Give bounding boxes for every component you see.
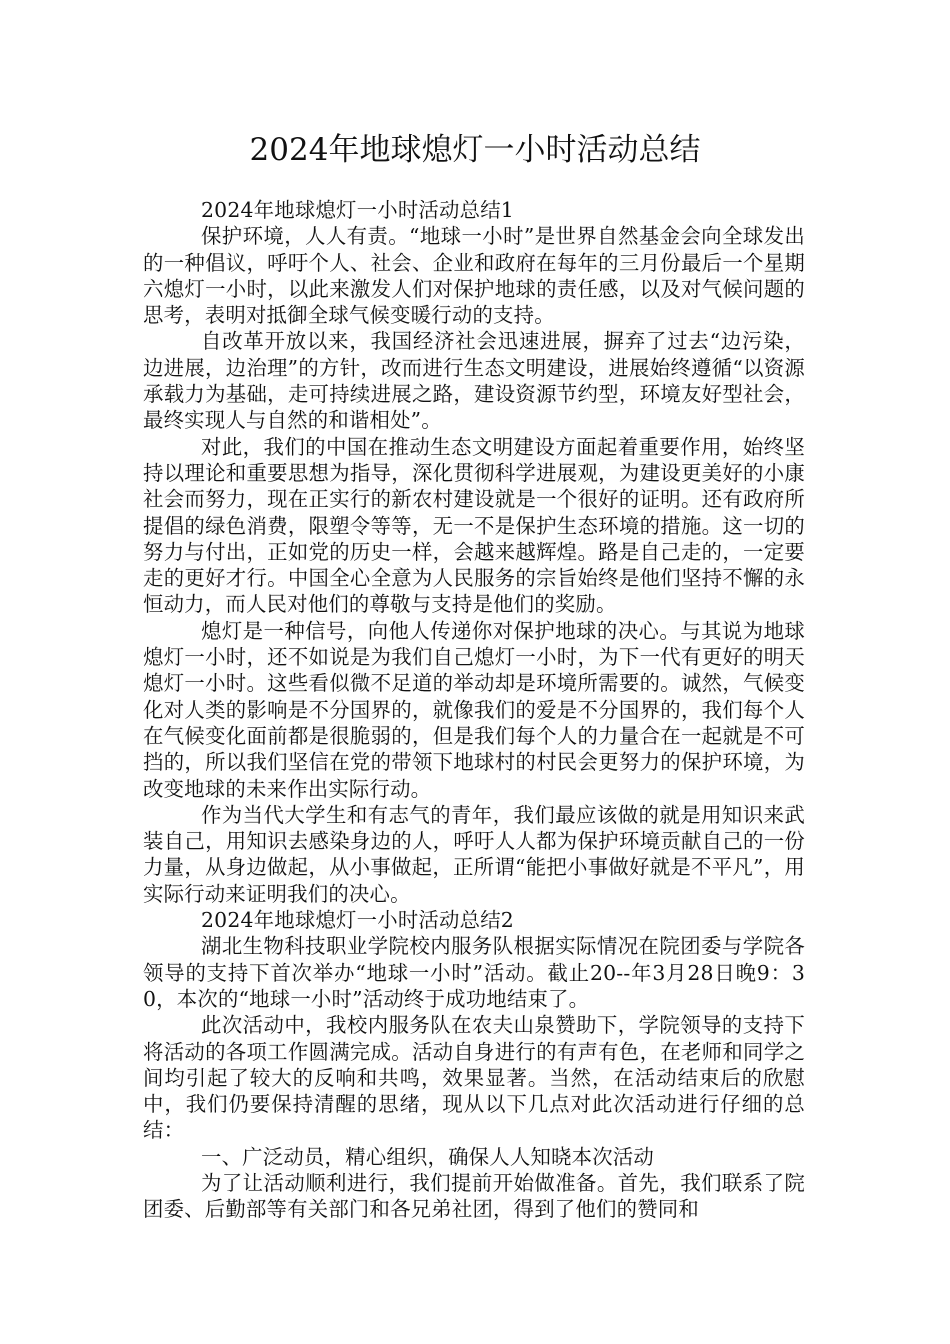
paragraph: 自改革开放以来，我国经济社会迅速进展，摒弃了过去“边污染，边进展，边治理”的方针，改而进行生态文明建设，进展始终遵循“以资源承载力为基础，走可持续进展之路，建设资源节约型，环境友好型社会，最终实现人与自然的和谐相处”。: [143, 329, 805, 433]
document-body: [143, 197, 805, 1223]
subsection-heading: 一、广泛动员，精心组织，确保人人知晓本次活动: [201, 1144, 654, 1169]
paragraph: 作为当代大学生和有志气的青年，我们最应该做的就是用知识来武装自己，用知识去感染身边的人，呼吁人人都为保护环境贡献自己的一份力量，从身边做起，从小事做起，正所谓“能把小事做好就是不平凡”，用实际行动来证明我们的决心。: [143, 802, 805, 906]
paragraph: 此次活动中，我校内服务队在农夫山泉赞助下，学院领导的支持下将活动的各项工作圆满完成。活动自身进行的有声有色，在老师和同学之间均引起了较大的反响和共鸣，效果显著。当然，在活动结束后的欣慰中，我们仍要保持清醒的思绪，现从以下几点对此次活动进行仔细的总结：: [143, 1013, 805, 1143]
paragraph: 熄灯是一种信号，向他人传递你对保护地球的决心。与其说为地球熄灯一小时，还不如说是为我们自己熄灯一小时，为下一代有更好的明天熄灯一小时。这些看似微不足道的举动却是环境所需要的。诚然，气候变化对人类的影响是不分国界的，就像我们的爱是不分国界的，我们每个人在气候变化面前都是很脆弱的，但是我们每个人的力量合在一起就是不可挡的，所以我们坚信在党的带领下地球村的村民会更努力的保护环境，为改变地球的未来作出实际行动。: [143, 618, 805, 801]
paragraph: 为了让活动顺利进行，我们提前开始做准备。首先，我们联系了院团委、后勤部等有关部门和各兄弟社团，得到了他们的赞同和: [143, 1170, 805, 1222]
paragraph: 湖北生物科技职业学院校内服务队根据实际情况在院团委与学院各领导的支持下首次举办“地球一小时”活动。截止20--年3月28日晚9：30，本次的“地球一小时”活动终于成功地结束了。: [143, 934, 805, 1011]
document-title: 2024年地球熄灯一小时活动总结: [249, 132, 701, 168]
section-heading-2: 2024年地球熄灯一小时活动总结2: [201, 908, 514, 933]
section-heading-1: 2024年地球熄灯一小时活动总结1: [201, 198, 514, 222]
paragraph: 保护环境，人人有责。“地球一小时”是世界自然基金会向全球发出的一种倡议，呼吁个人、社会、企业和政府在每年的三月份最后一个星期六熄灯一小时，以此来激发人们对保护地球的责任感，以及对气候问题的思考，表明对抵御全球气候变暖行动的支持。: [143, 224, 805, 328]
paragraph: 对此，我们的中国在推动生态文明建设方面起着重要作用，始终坚持以理论和重要思想为指导，深化贯彻科学进展观，为建设更美好的小康社会而努力，现在正实行的新农村建设就是一个很好的证明。还有政府所提倡的绿色消费，限塑令等等，无一不是保护生态环境的措施。这一切的努力与付出，正如党的历史一样，会越来越辉煌。路是自己走的，一定要走的更好才行。中国全心全意为人民服务的宗旨始终是他们坚持不懈的永恒动力，而人民对他们的尊敬与支持是他们的奖励。: [143, 434, 805, 617]
